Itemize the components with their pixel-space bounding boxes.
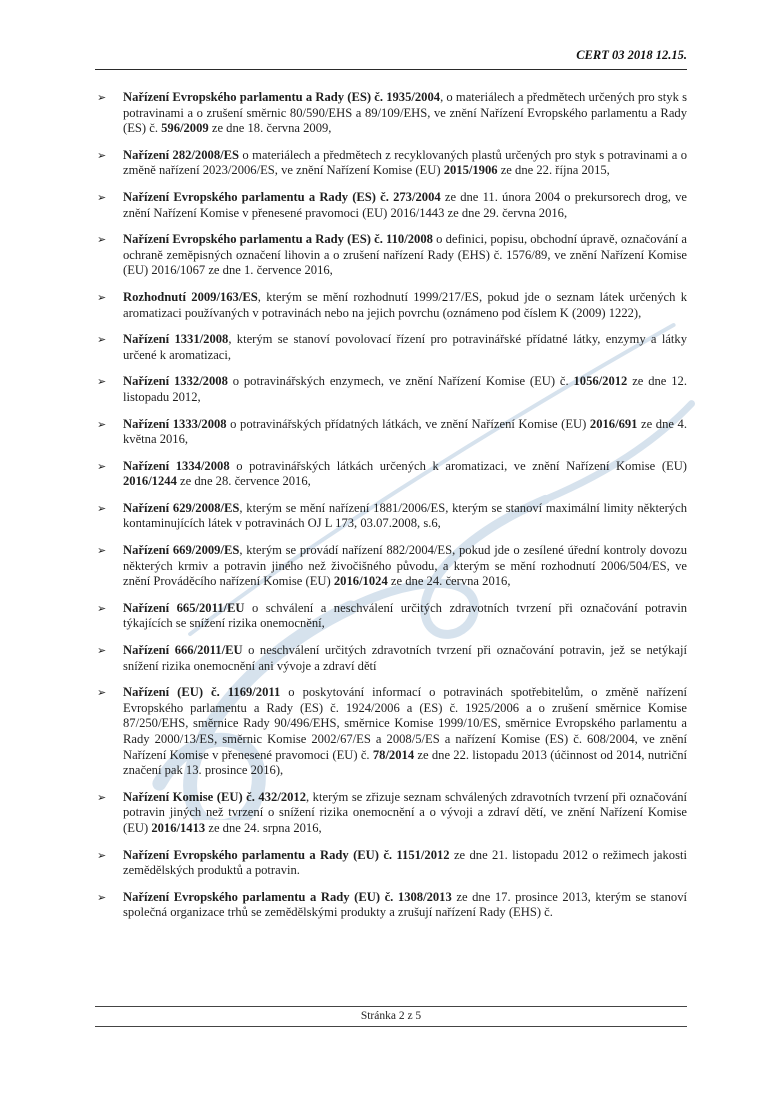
regulation-text: Nařízení 669/2009/ES, kterým se provádí nařízení 882/2004/ES, pokud jde o zesílené úřední kontroly dovozu některých krmiv a potravin jiného než živočišného původu, a kterým se mění rozhodnutí 2006/504/ES, ve znění Prováděcího nařízení Komise (EU) 2016/1024 ze dne 24. června 2016, (123, 543, 687, 589)
regulation-text: Nařízení Komise (EU) č. 432/2012, kterým se zřizuje seznam schválených zdravotních tvrzení při označování potravin jiných než tvrzení o snížení rizika onemocnění a o vývoji a zdraví dětí, ve znění Nařízení Komise (EU) 2016/1413 ze dne 24. srpna 2016, (123, 789, 688, 835)
regulation-item (97, 417, 687, 448)
document-code: CERT 03 2018 12.15. (576, 48, 687, 62)
regulation-text: Nařízení 282/2008/ES o materiálech a předmětech z recyklovaných plastů určených pro styk s potravinami a o změně nařízení 2023/2006/ES, ve znění Nařízení Komise (EU) 2015/1906 ze dne 22. října 2015, (123, 147, 688, 178)
arrow-bullet-icon: ➢ (97, 601, 107, 615)
footer-rule-bottom (95, 1026, 687, 1027)
regulation-text: Nařízení 629/2008/ES, kterým se mění nařízení 1881/2006/ES, kterým se stanoví maximální limity některých kontaminujících látek v potravinách OJ L 173, 03.07.2008, s.6, (123, 500, 687, 531)
regulation-text: Nařízení 1334/2008 o potravinářských látkách určených k aromatizaci, ve znění Nařízení Komise (EU) 2016/1244 ze dne 28. července 2016, (123, 458, 687, 489)
page-footer (95, 1006, 687, 1027)
regulation-text: Nařízení Evropského parlamentu a Rady (EU) č. 1151/2012 ze dne 21. listopadu 2012 o režimech jakosti zemědělských produktů a potravin. (123, 847, 687, 878)
regulation-text: Nařízení 665/2011/EU o schválení a neschválení určitých zdravotních tvrzení při označování potravin týkajících se snížení rizika onemocnění, (123, 600, 688, 631)
regulation-item (97, 290, 687, 321)
regulation-item (97, 601, 687, 632)
arrow-bullet-icon: ➢ (97, 790, 107, 804)
arrow-bullet-icon: ➢ (97, 233, 107, 247)
arrow-bullet-icon: ➢ (97, 190, 107, 204)
arrow-bullet-icon: ➢ (97, 91, 107, 104)
arrow-bullet-icon: ➢ (97, 544, 107, 558)
regulation-text: Rozhodnutí 2009/163/ES, kterým se mění rozhodnutí 1999/217/ES, pokud jde o seznam látek určených k aromatizaci používaných v potravinách nebo na jejich povrchu (oznámeno pod číslem K (2009) 1222), (123, 289, 688, 320)
arrow-bullet-icon: ➢ (97, 890, 107, 904)
header-rule (95, 69, 687, 70)
regulation-text: Nařízení Evropského parlamentu a Rady (ES) č. 273/2004 ze dne 11. února 2004 o prekursorech drog, ve znění Nařízení Komise v přenesené pravomoci (EU) 2016/1443 ze dne 29. června 2016, (123, 189, 687, 220)
arrow-bullet-icon: ➢ (97, 290, 107, 304)
arrow-bullet-icon: ➢ (97, 417, 107, 431)
regulation-item (97, 501, 687, 532)
regulation-text: Nařízení Evropského parlamentu a Rady (ES) č. 1935/2004, o materiálech a předmětech určených pro styk s potravinami a o zrušení směrnic 80/590/EHS a 89/109/EHS, ve znění Nařízení Evropského parlamentu a Rady (ES) č. 596/2009 ze dne 18. června 2009, (123, 90, 687, 136)
regulation-item (97, 685, 687, 779)
regulation-text: Nařízení Evropského parlamentu a Rady (EU) č. 1308/2013 ze dne 17. prosince 2013, kterým se stanoví společná organizace trhů se zemědělskými produkty a zrušují nařízení Rady (EHS) č. (123, 889, 687, 920)
regulation-item (97, 890, 687, 921)
regulation-text: Nařízení 1331/2008, kterým se stanoví povolovací řízení pro potravinářské přídatné látky, enzymy a látky určené k aromatizaci, (123, 332, 687, 362)
regulation-item (97, 459, 687, 490)
regulation-item (97, 543, 687, 590)
regulation-text: Nařízení (EU) č. 1169/2011 o poskytování informací o potravinách spotřebitelům, o změně nařízení Evropského parlamentu a Rady (ES) č. 1924/2006 a (ES) č. 1925/2006 a o zrušení směrnice Komise 87/250/EHS, směrnice Rady 90/496/EHS, směrnice Komise 1999/10/ES, směrnice Evropského parlamentu a Rady 2000/13/ES, směrnic Komise 2002/67/ES a 2008/5/ES a nařízení Komise (ES) č. 608/2004, ve znění Nařízení Komise v přenesené pravomoci (EU) č. 78/2014 ze dne 22. listopadu 2013 (účinnost od 2014, nutriční značení pak 13. prosince 2016), (123, 685, 687, 778)
regulation-item (97, 643, 687, 674)
arrow-bullet-icon: ➢ (97, 333, 107, 347)
regulation-item (97, 148, 687, 179)
regulation-list (97, 90, 687, 921)
arrow-bullet-icon: ➢ (97, 644, 107, 658)
regulation-item (97, 848, 687, 879)
regulation-item (97, 232, 687, 279)
page-number-label: Stránka 2 z 5 (360, 1010, 422, 1022)
arrow-bullet-icon: ➢ (97, 848, 107, 862)
arrow-bullet-icon: ➢ (97, 686, 107, 700)
regulation-item (97, 374, 687, 405)
regulation-item (97, 332, 687, 363)
regulation-text: Nařízení 1333/2008 o potravinářských přídatných látkách, ve znění Nařízení Komise (EU) 2016/691 ze dne 4. května 2016, (123, 416, 687, 447)
arrow-bullet-icon: ➢ (97, 148, 107, 162)
arrow-bullet-icon: ➢ (97, 459, 107, 473)
regulation-text: Nařízení Evropského parlamentu a Rady (ES) č. 110/2008 o definici, popisu, obchodní úpravě, označování a ochraně zeměpisných označení lihovin a o zrušení nařízení Rady (EHS) č. 1576/89, ve znění Nařízení Komise (EU) 2016/1067 ze dne 1. července 2016, (123, 232, 687, 278)
regulation-item (97, 790, 687, 837)
regulation-item (97, 90, 687, 137)
arrow-bullet-icon: ➢ (97, 501, 107, 515)
arrow-bullet-icon: ➢ (97, 375, 107, 389)
regulation-text: Nařízení 666/2011/EU o neschválení určitých zdravotních tvrzení při označování potravin, jež se netýkají snížení rizika onemocnění ani vývoje a zdraví dětí (123, 643, 688, 673)
regulation-text: Nařízení 1332/2008 o potravinářských enzymech, ve znění Nařízení Komise (EU) č. 1056/2012 ze dne 12. listopadu 2012, (123, 374, 687, 404)
regulation-item (97, 190, 687, 221)
document-body (97, 90, 687, 932)
